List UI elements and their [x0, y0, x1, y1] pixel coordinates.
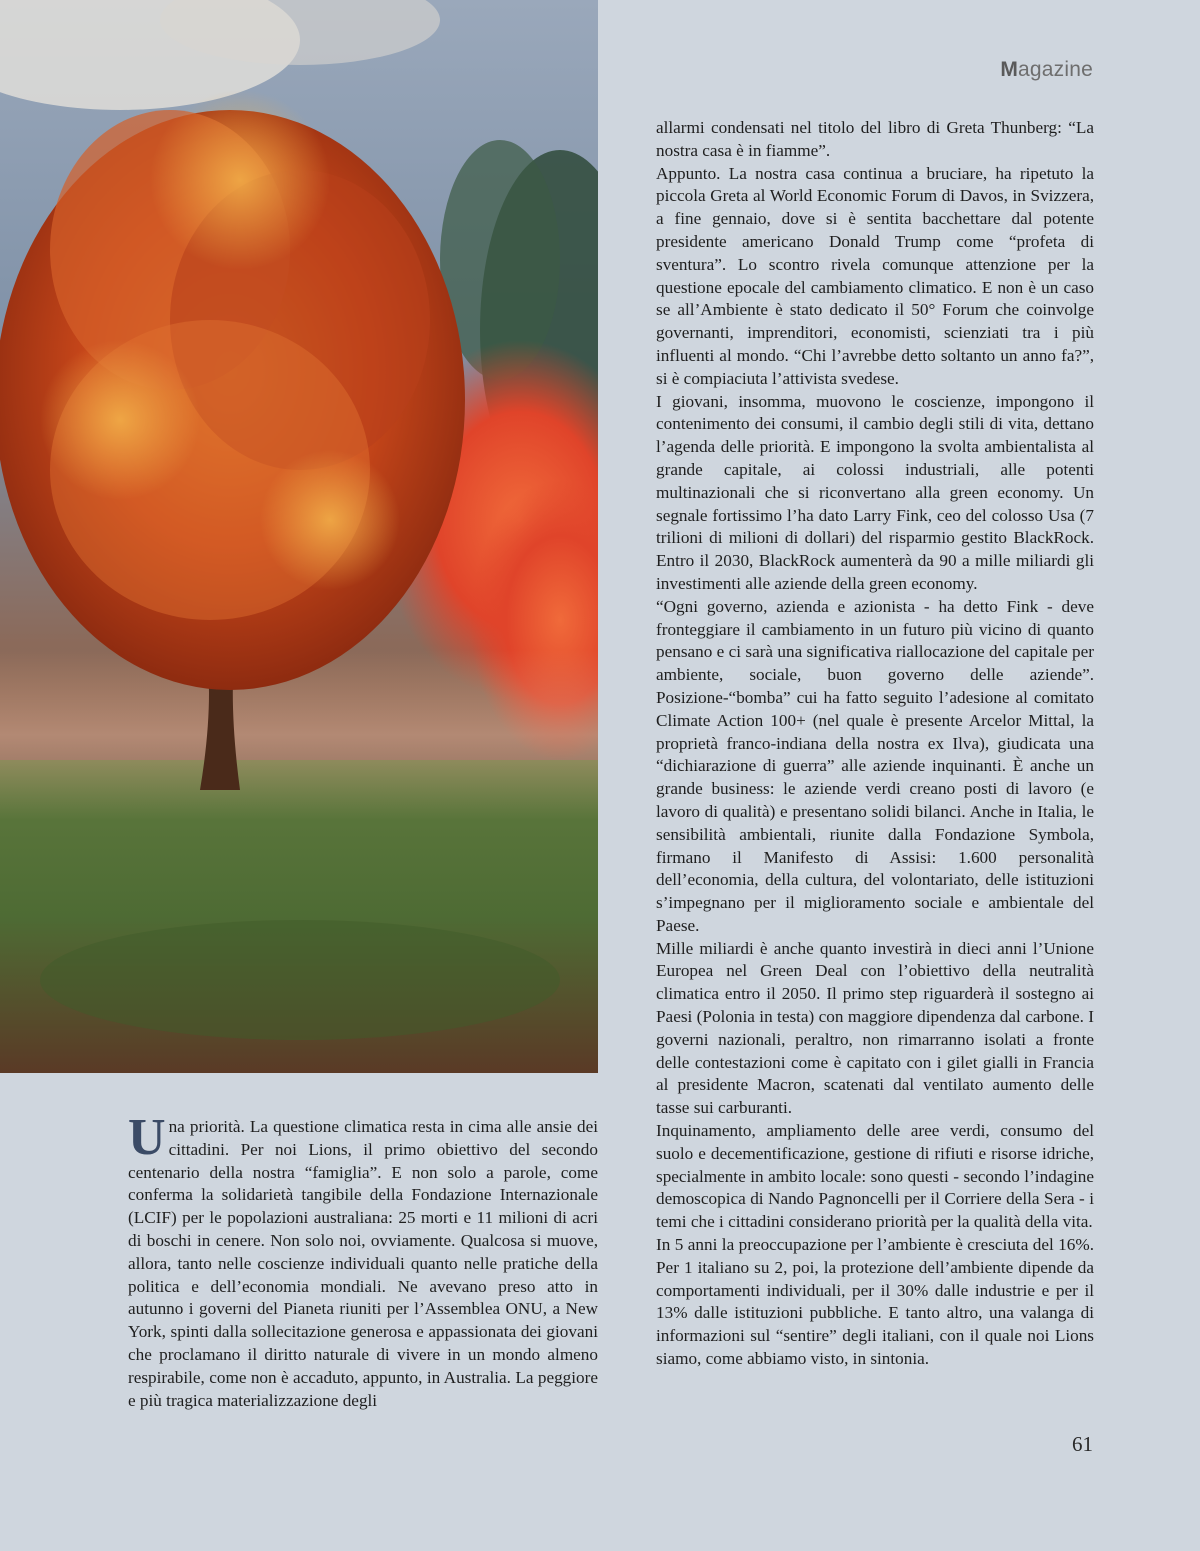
- drop-cap: U: [128, 1109, 166, 1166]
- magazine-header-rest: agazine: [1018, 58, 1093, 81]
- article-paragraph: allarmi condensati nel titolo del libro di Greta Thunberg: “La nostra casa è in fiamme”.: [656, 118, 1094, 160]
- page-number: 61: [1072, 1432, 1093, 1456]
- article-right-column: [656, 117, 1094, 1371]
- article-paragraph: Mille miliardi è anche quanto investirà in dieci anni l’Unione Europea nel Green Deal con l’obiettivo della neutralità climatica entro il 2050. Il primo step riguarderà il sostegno ai Paesi (Polonia in testa) con maggiore dipendenza dal carbone. I governi nazionali, peraltro, non rimarranno isolati a fronte delle contestazioni come è capitato con i gilet gialli in Francia al presidente Macron, scatenati dal ventilato aumento delle tasse sui carburanti.: [656, 938, 1094, 1118]
- magazine-header-initial: M: [1000, 58, 1019, 81]
- article-left-column: [128, 1109, 598, 1412]
- article-paragraph: In 5 anni la preoccupazione per l’ambiente è cresciuta del 16%. Per 1 italiano su 2, poi, la protezione dell’ambiente dipende da comportamenti individuali, per il 30% dalle industrie e per il 13% dalle istituzioni pubbliche. E tanto altro, una valanga di informazioni sul “sentire” degli italiani, con il quale noi Lions siamo, come abbiamo visto, in sintonia.: [656, 1235, 1094, 1369]
- article-photo: [0, 0, 598, 1073]
- article-lead-text: na priorità. La questione climatica resta in cima alle ansie dei cittadini. Per noi Lions, il primo obiettivo del secondo centenario della nostra “famiglia”. E non solo a parole, come conferma la solidarietà tangibile della Fondazione Internazionale (LCIF) per le popolazioni australiana: 25 morti e 11 milioni di acri di boschi in cenere. Non solo noi, ovviamente. Qualcosa si muove, allora, tanto nelle coscienze individuali quanto nelle pratiche della politica e dell’economia mondiali. Ne avevano preso atto in autunno i governi del Pianeta riuniti per l’Assemblea ONU, a New York, spinti dalla sollecitazione generosa e appassionata dei giovani che proclamano il diritto naturale di vivere in un mondo almeno respirabile, come non è accaduto, appunto, in Australia. La peggiore e più tragica materializzazione degli: [128, 1117, 598, 1410]
- tree-illustration: [0, 0, 598, 1073]
- article-paragraph: “Ogni governo, azienda e azionista - ha detto Fink - deve fronteggiare il cambiamento in un futuro più vicino di quanto pensano e ci sarà una significativa riallocazione del capitale per ambiente, sociale, buon governo delle aziende”. Posizione-“bomba” cui ha fatto seguito l’adesione al comitato Climate Action 100+ (nel quale è presente Arcelor Mittal, la proprietà franco-indiana della nostra ex Ilva), giudicata una “dichiarazione di guerra” alle aziende inquinanti. È anche un grande business: le aziende verdi creano posti di lavoro (e lavoro di qualità) e presentano solidi bilanci. Anche in Italia, le sensibilità ambientali, riunite dalla Fondazione Symbola, firmano il Manifesto di Assisi: 1.600 personalità dell’economia, della cultura, del volontariato, delle istituzioni s’impegnano per il miglioramento sociale e ambientale del Paese.: [656, 596, 1094, 935]
- article-paragraph: I giovani, insomma, muovono le coscienze, impongono il contenimento dei consumi, il cambio degli stili di vita, dettano l’agenda delle priorità. E impongono la svolta ambientalista al grande capitale, ai colossi industriali, alle potenti multinazionali che si riconvertano alla green economy. Un segnale fortissimo l’ha dato Larry Fink, ceo del colosso Usa (7 trilioni di milioni di dollari) del risparmio gestito BlackRock. Entro il 2030, BlackRock aumenterà da 90 a mille miliardi gli investimenti alle aziende della green economy.: [656, 391, 1094, 593]
- article-paragraph: Appunto. La nostra casa continua a bruciare, ha ripetuto la piccola Greta al World Economic Forum di Davos, in Svizzera, a fine gennaio, dove si è sentita bacchettare dal potente presidente americano Donald Trump come “profeta di sventura”. Lo scontro rivela comunque attenzione per la questione epocale del cambiamento climatico. E non è un caso se all’Ambiente è stato dedicato il 50° Forum che coinvolge governanti, imprenditori, economisti, scienziati tra i più influenti al mondo. “Chi l’avrebbe detto soltanto un anno fa?”, si è compiaciuta l’attivista svedese.: [656, 163, 1094, 388]
- article-paragraph: [128, 1109, 598, 1412]
- magazine-header: [1000, 58, 1093, 82]
- article-paragraph: Inquinamento, ampliamento delle aree verdi, consumo del suolo e decementificazione, gestione di rifiuti e risorse idriche, specialmente in ambito locale: sono questi - secondo l’indagine demoscopica di Nando Pagnoncelli per il Corriere della Sera - i temi che i cittadini considerano priorità per la qualità della vita.: [656, 1121, 1094, 1232]
